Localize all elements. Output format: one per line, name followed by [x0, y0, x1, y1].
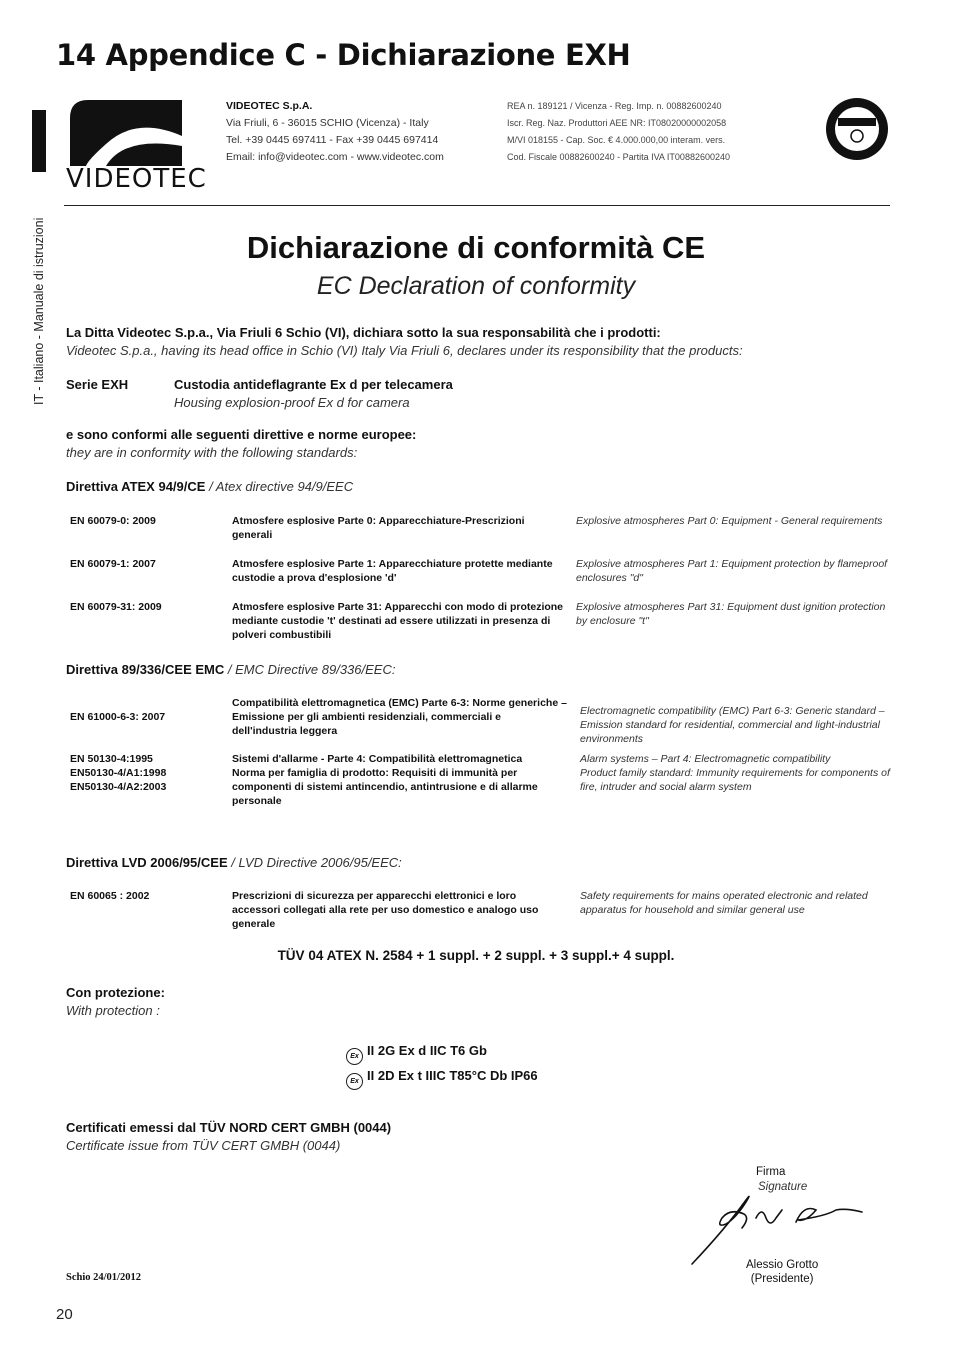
tuv-certification-seal-icon: [824, 96, 890, 162]
declaration-date: Schio 24/01/2012: [66, 1272, 141, 1283]
intro-it: La Ditta Videotec S.p.a., Via Friuli 6 Schio (VI), dichiara sotto la sua responsabilità che i prodotti:: [66, 325, 661, 340]
declaration-title-en: EC Declaration of conformity: [316, 272, 636, 300]
directive-lvd-title: Direttiva LVD 2006/95/CEE / LVD Directive 2006/95/EEC:: [66, 855, 402, 870]
issued-by-en: Certificate issue from TÜV CERT GMBH (0044): [66, 1138, 341, 1153]
registration-info: REA n. 189121 / Vicenza - Reg. Imp. n. 00882600240 Iscr. Reg. Naz. Produttori AEE NR: IT08020000002058 M/VI 018155 - Cap. Soc. € 4.000.000,00 interam. vers. Cod. Fiscale 00882600240 - Partita IVA IT00882600240: [507, 101, 730, 162]
side-label: IT - Italiano - Manuale di istruzioni: [32, 217, 46, 405]
declaration-title-it: Dichiarazione di conformità CE: [246, 230, 706, 265]
directive-atex-title: Direttiva ATEX 94/9/CE / Atex directive 94/9/EEC: [66, 479, 354, 494]
standard-row: EN 61000-6-3: 2007 Compatibilità elettromagnetica (EMC) Parte 6-3: Norme generiche – Emissione per gli ambienti residenziali, commerciali e dell'industria leggera Electromagnetic compatibility (EMC) Part 6-3: Generic standard – Emission standard for residential, commercial and light-industrial environments: [70, 697, 885, 745]
intro-en: Videotec S.p.a., having its head office in Schio (VI) Italy Via Friuli 6, declares under its responsibility that the products:: [66, 343, 743, 358]
conform-en: they are in conformity with the following standards:: [66, 445, 358, 460]
logo-wordmark: VIDEOTEC: [66, 164, 207, 194]
standard-row: EN 60079-31: 2009 Atmosfere esplosive Parte 31: Apparecchi con modo di protezione mediante custodie 't' destinati ad essere utilizzati in presenza di polveri combustibili Explosive atmospheres Part 31: Equipment dust ignition protection by enclosure "t": [70, 601, 886, 641]
signer-name: Alessio Grotto: [746, 1259, 819, 1271]
atex-certificate-number: TÜV 04 ATEX N. 2584 + 1 suppl. + 2 suppl. + 3 suppl.+ 4 suppl.: [277, 948, 675, 963]
ex-hexagon-icon: Ex: [346, 1048, 363, 1065]
standard-row: EN 60079-0: 2009 Atmosfere esplosive Parte 0: Apparecchiature-Prescrizioni generali Explosive atmospheres Part 0: Equipment - General requirements: [70, 515, 883, 541]
company-address: Via Friuli, 6 - 36015 SCHIO (Vicenza) - Italy: [226, 117, 429, 129]
page-number: 20: [56, 1306, 73, 1323]
protection-mark: Ex II 2G Ex d IIC T6 Gb: [346, 1043, 487, 1065]
directive-emc-title: Direttiva 89/336/CEE EMC / EMC Directive 89/336/EEC:: [66, 662, 396, 677]
company-info: [226, 98, 444, 166]
standard-row: EN 50130-4:1995 EN50130-4/A1:1998 EN50130-4/A2:2003 Sistemi d'allarme - Parte 4: Compatibilità elettromagnetica Norma per famiglia di prodotto: Requisiti di immunità per componenti di sistemi antincendio, antintrusione e di allarme personale Alarm systems – Part 4: Electromagnetic compatibility Product family standard: Immunity requirements for components of fire, intruder and social alarm system: [70, 753, 890, 807]
company-email: Email: info@videotec.com - www.videotec.com: [226, 151, 444, 163]
series-desc-en: Housing explosion-proof Ex d for camera: [174, 395, 410, 410]
signature-label-en: Signature: [758, 1181, 808, 1193]
protection-mark: Ex II 2D Ex t IIIC T85°C Db IP66: [346, 1068, 538, 1090]
company-name: VIDEOTEC S.p.A.: [226, 100, 313, 112]
protection-label-en: With protection :: [66, 1003, 160, 1018]
signer: [746, 1258, 818, 1286]
declaration-document: [56, 88, 896, 1298]
handwritten-signature: [686, 1188, 876, 1268]
signer-role: (Presidente): [750, 1273, 814, 1285]
company-phone: Tel. +39 0445 697411 - Fax +39 0445 697414: [226, 134, 439, 146]
letterhead-divider: [64, 205, 890, 206]
standard-row: EN 60065 : 2002 Prescrizioni di sicurezza per apparecchi elettronici e loro accessori collegati alla rete per uso domestico e analogo uso generale Safety requirements for mains operated electronic and related apparatus for household and similar general use: [70, 890, 868, 930]
series-desc-it: Custodia antideflagrante Ex d per telecamera: [174, 377, 453, 392]
side-tab-marker: [32, 110, 46, 172]
chapter-title: 14 Appendice C - Dichiarazione EXH: [56, 38, 631, 72]
standard-row: EN 60079-1: 2007 Atmosfere esplosive Parte 1: Apparecchiature protette mediante custodie a prova d'esplosione 'd' Explosive atmospheres Part 1: Equipment protection by flameproof enclosures "d": [70, 558, 888, 584]
protection-label-it: Con protezione:: [66, 985, 165, 1000]
conform-it: e sono conformi alle seguenti direttive e norme europee:: [66, 427, 417, 442]
ex-hexagon-icon: Ex: [346, 1073, 363, 1090]
issued-by-it: Certificati emessi dal TÜV NORD CERT GMBH (0044): [66, 1120, 392, 1135]
series-label: Serie EXH: [66, 377, 129, 392]
signature-label-it: Firma: [756, 1166, 786, 1178]
